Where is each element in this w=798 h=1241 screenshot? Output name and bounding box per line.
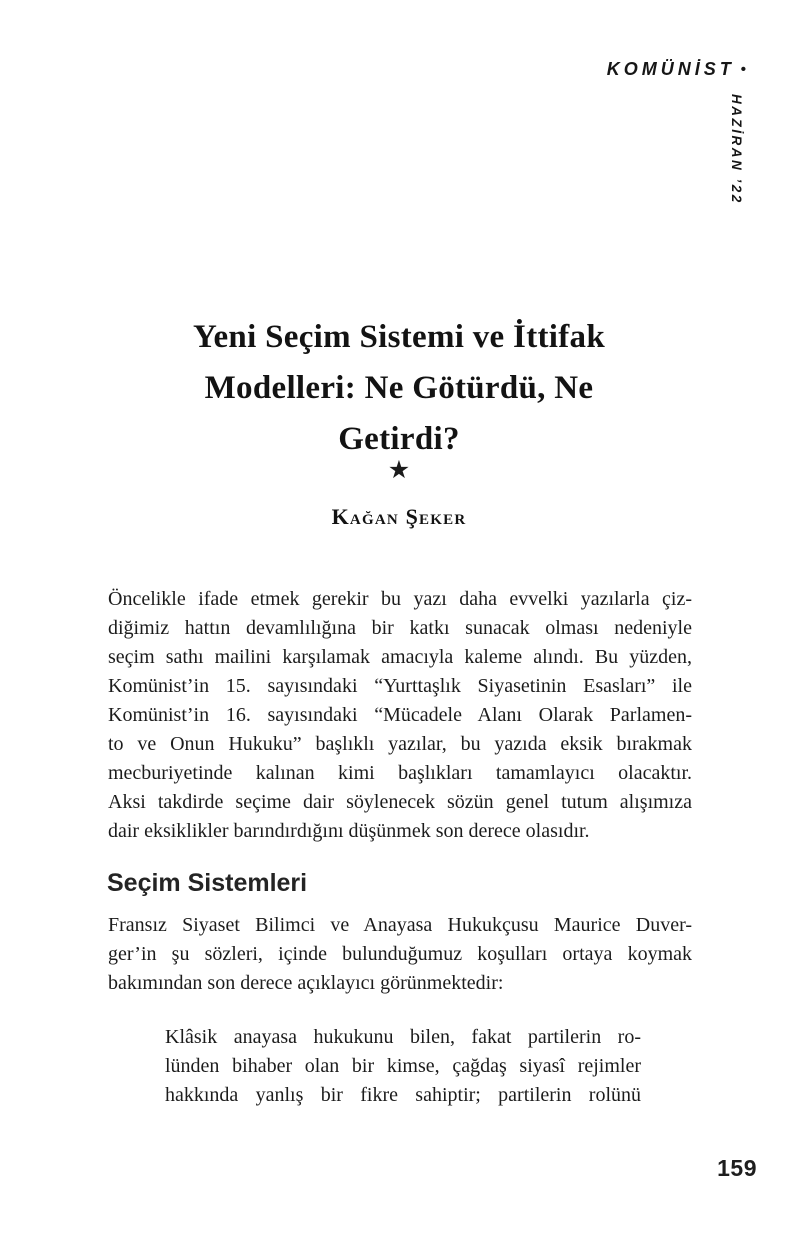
issue-date-vertical: HAZİRAN ’22 [729,94,744,205]
text-line: Modelleri: Ne Götürdü, Ne [204,370,594,406]
blockquote-duverger [165,1023,641,1110]
star-ornament-icon: ★ [387,457,411,484]
text-line: Fransız Siyaset Bilimci ve Anayasa Hukukçusu Maurice Duver- [108,914,692,936]
author-name: Kağan Şeker [331,504,467,529]
text-line: bakımından son derece açıklayıcı görünmektedir: [108,972,504,994]
text-line: Getirdi? [338,421,460,457]
text-line: to ve Onun Hukuku” başlıklı yazılar, bu yazıda eksik bırakmak [108,733,692,755]
paragraph-intro [108,585,692,846]
text-line: Yeni Seçim Sistemi ve İttifak [193,319,605,355]
text-line: Klâsik anayasa hukukunu bilen, fakat partilerin ro- [165,1026,641,1048]
text-line: Aksi takdirde seçime dair söylenecek sözün genel tutum alışımıza [108,791,692,813]
paragraph-duverger-intro [108,911,692,998]
text-line: Komünist’in 15. sayısındaki “Yurttaşlık Siyasetinin Esasları” ile [108,675,692,697]
text-line: hakkında yanlış bir fikre sahiptir; partilerin rolünü [165,1084,641,1106]
text-line: mecburiyetinde kalınan kimi başlıkları tamamlayıcı olacaktır. [108,762,692,784]
text-line: Öncelikle ifade etmek gerekir bu yazı daha evvelki yazılarla çiz- [108,588,692,610]
text-line: seçim sathı mailini karşılamak amacıyla kaleme alındı. Bu yüzden, [108,646,692,668]
text-line: dair eksiklikler barındırdığını düşünmek son derece olasıdır. [108,820,590,842]
page-number: 159 [717,1155,757,1181]
text-line: diğimiz hattın devamlılığına bir katkı sunacak olması nedeniyle [108,617,692,639]
text-line: Komünist’in 16. sayısındaki “Mücadele Alanı Olarak Parlamen- [108,704,692,726]
section-heading: Seçim Sistemleri [107,869,308,897]
text-line: ger’in şu sözleri, içinde bulunduğumuz koşulları ortaya koymak [108,943,692,965]
journal-title: KOMÜNİST [606,59,735,79]
bullet-separator: • [740,61,746,78]
article-title [57,312,741,465]
journal-masthead [607,59,746,80]
text-line: lünden bihaber olan bir kimse, çağdaş siyasî rejimler [165,1055,641,1077]
